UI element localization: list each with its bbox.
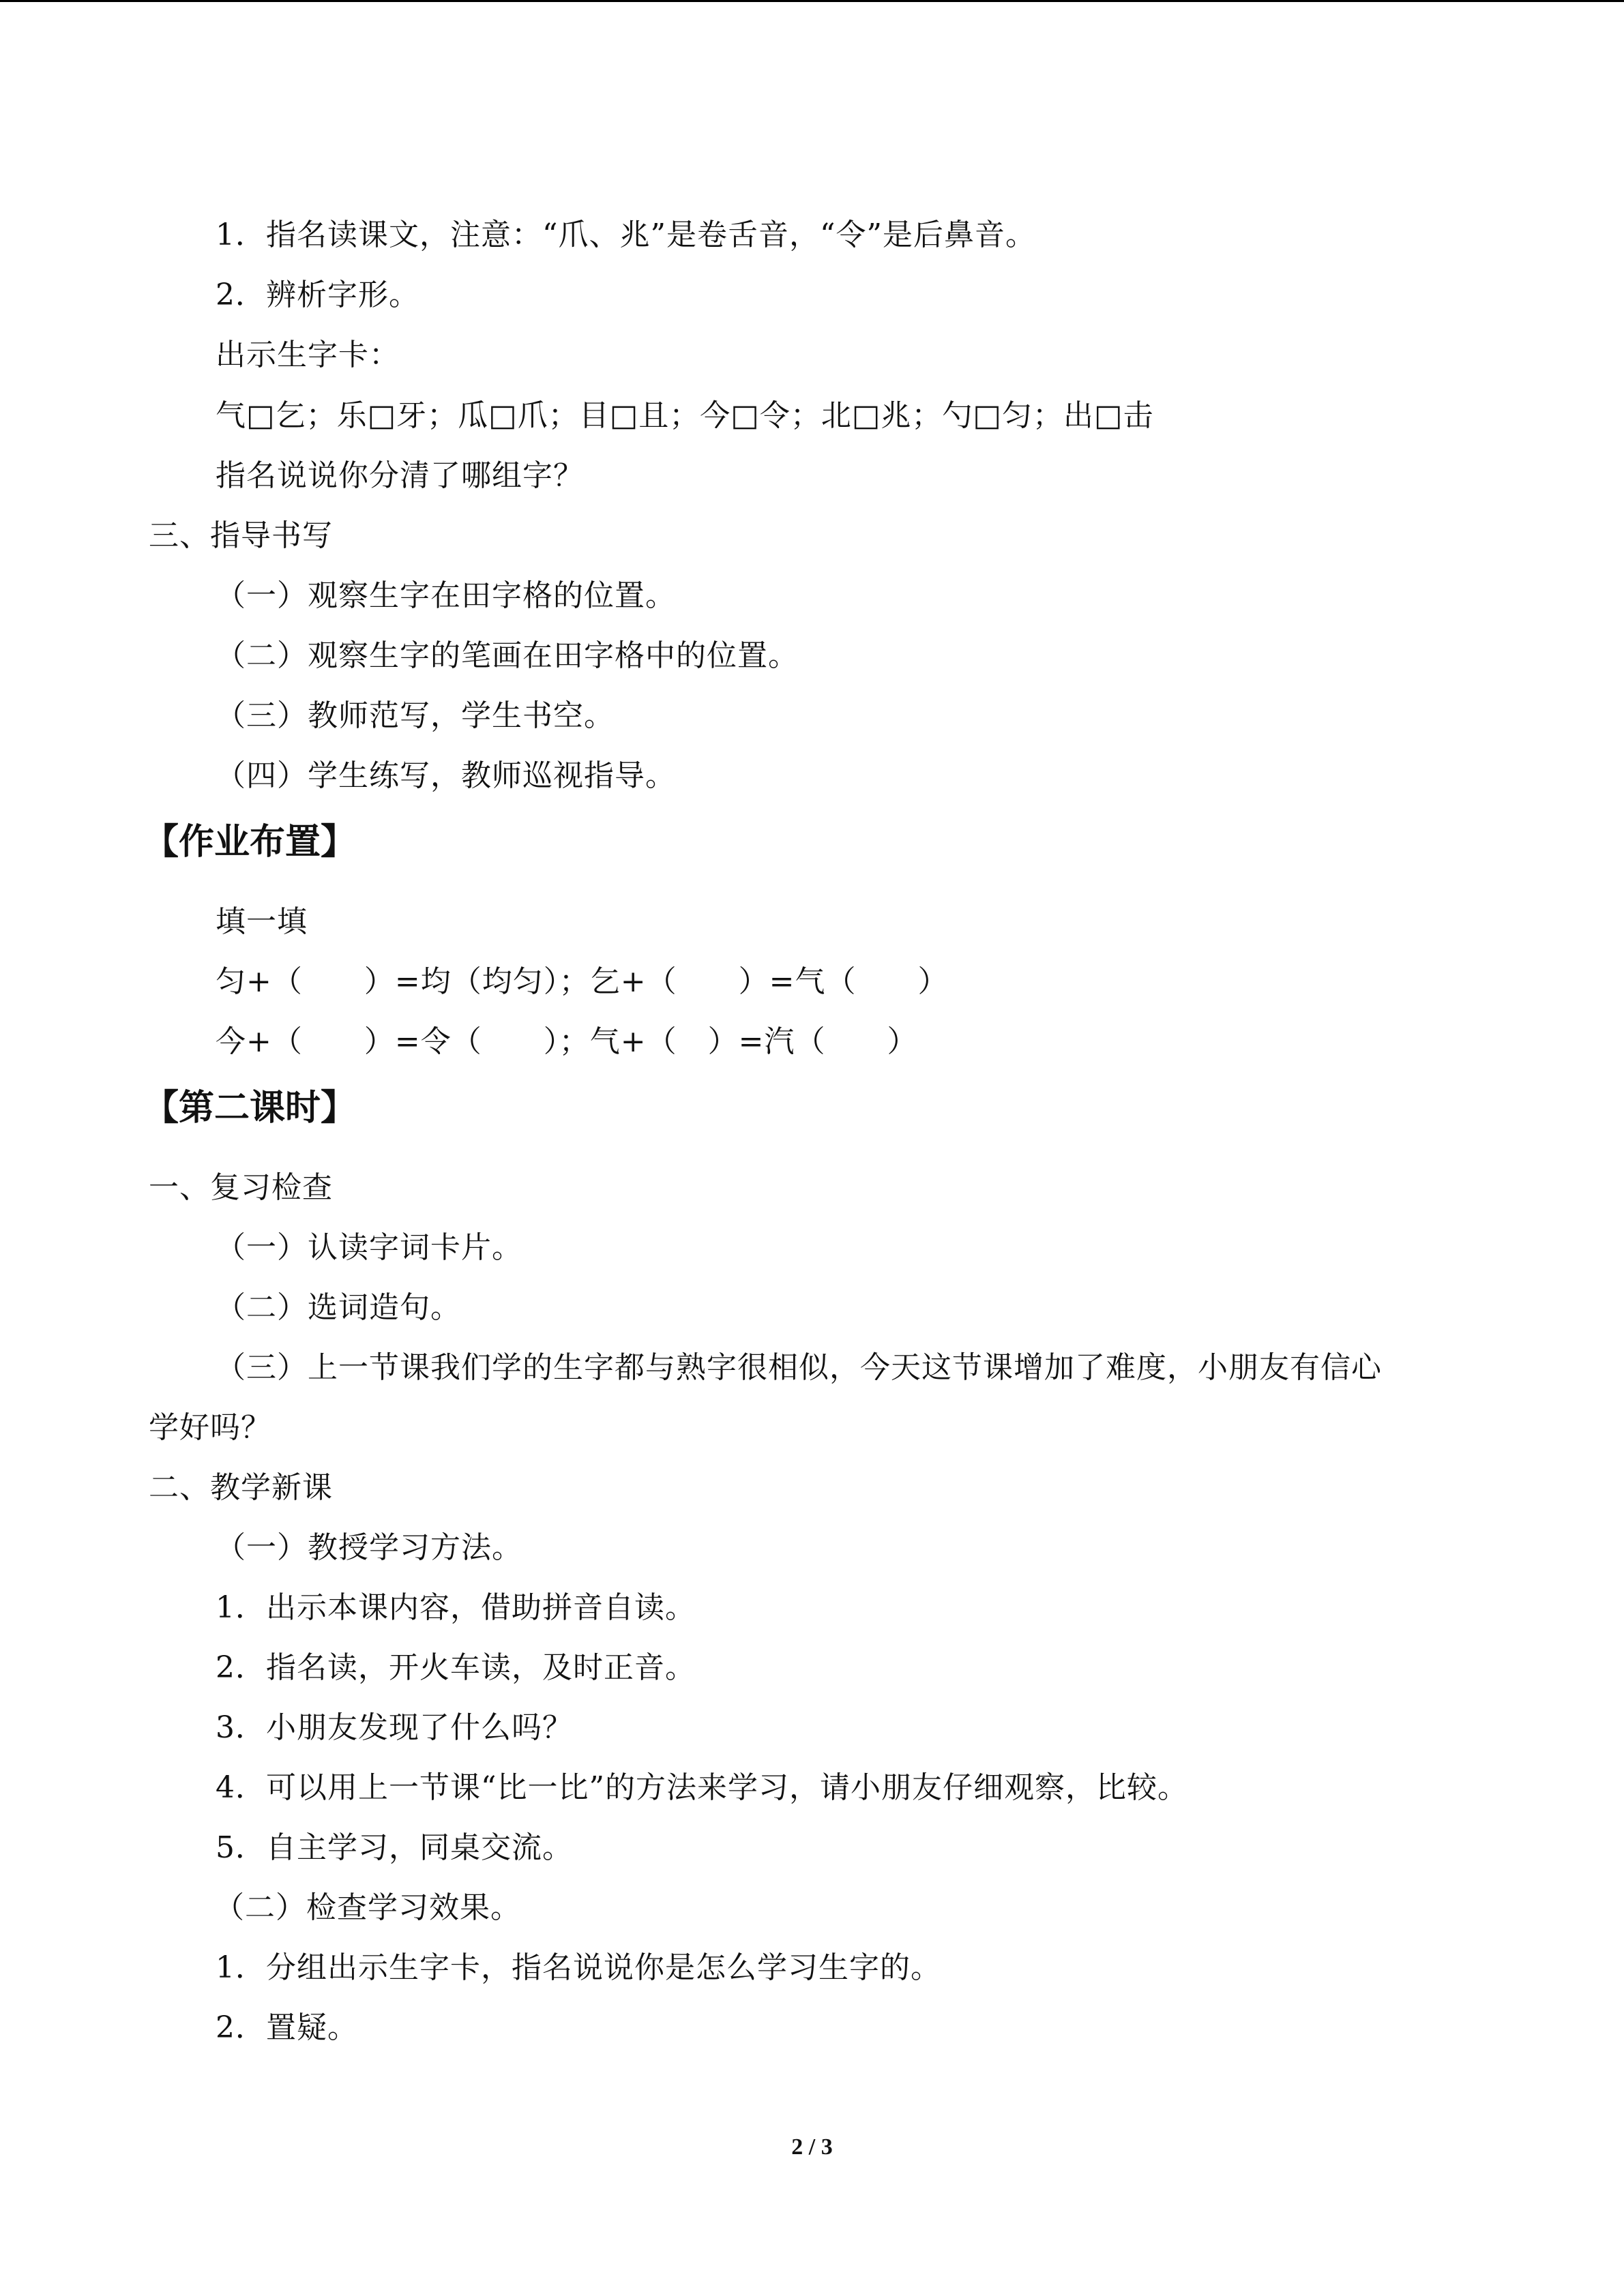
page-number: 2 / 3 — [791, 2134, 833, 2160]
text-line: 填一填 — [216, 904, 308, 939]
text-line: 今+（ ）=令（ ）；气+（ ）=汽（ ） — [216, 1024, 918, 1059]
section-heading: 二、教学新课 — [149, 1470, 333, 1505]
text-line: 出示生字卡： — [216, 338, 400, 372]
text-line: （四）学生练写，教师巡视指导。 — [216, 758, 676, 793]
text-line: （一）认读字词卡片。 — [216, 1230, 522, 1265]
text-line: 1．分组出示生字卡，指名说说你是怎么学习生字的。 — [216, 1950, 941, 1985]
text-line: （三）教师范写，学生书空。 — [216, 698, 615, 733]
bold-heading-second-lesson: 【第二课时】 — [143, 1088, 357, 1129]
text-line: 匀+（ ）=均（均匀）；乞+（ ）=气（ ） — [216, 964, 949, 999]
text-line: 2．指名读，开火车读，及时正音。 — [216, 1650, 696, 1685]
text-line: 1．出示本课内容，借助拼音自读。 — [216, 1590, 696, 1625]
text-line: 2．辨析字形。 — [216, 278, 419, 312]
text-line: 2．置疑。 — [216, 2010, 358, 2045]
text-line: 气□乞；乐□牙；瓜□爪；目□且；今□令；北□兆；勺□匀；出□击 — [216, 398, 1154, 433]
bold-heading-homework: 【作业布置】 — [143, 822, 357, 863]
text-line: （一）观察生字在田字格的位置。 — [216, 578, 676, 613]
top-border — [0, 0, 1624, 2]
text-line: 4．可以用上一节课“比一比”的方法来学习，请小朋友仔细观察，比较。 — [216, 1770, 1188, 1805]
section-heading: 一、复习检查 — [149, 1170, 333, 1205]
text-line: （二）观察生字的笔画在田字格中的位置。 — [216, 638, 799, 673]
text-line: 5．自主学习，同桌交流。 — [216, 1830, 573, 1865]
text-line: 3．小朋友发现了什么吗？ — [216, 1710, 573, 1745]
text-line: 指名说说你分清了哪组字？ — [216, 458, 584, 493]
text-line: （三）上一节课我们学的生字都与熟字很相似，今天这节课增加了难度，小朋友有信心 — [216, 1350, 1382, 1385]
text-line: （二）选词造句。 — [216, 1290, 461, 1325]
text-line: （一）教授学习方法。 — [216, 1530, 522, 1565]
section-heading: 三、指导书写 — [149, 518, 333, 553]
text-line: 1．指名读课文，注意：“爪、兆”是卷舌音，“令”是后鼻音。 — [216, 218, 1036, 252]
text-line: 学好吗？ — [149, 1410, 271, 1445]
text-line: （二）检查学习效果。 — [214, 1890, 521, 1925]
